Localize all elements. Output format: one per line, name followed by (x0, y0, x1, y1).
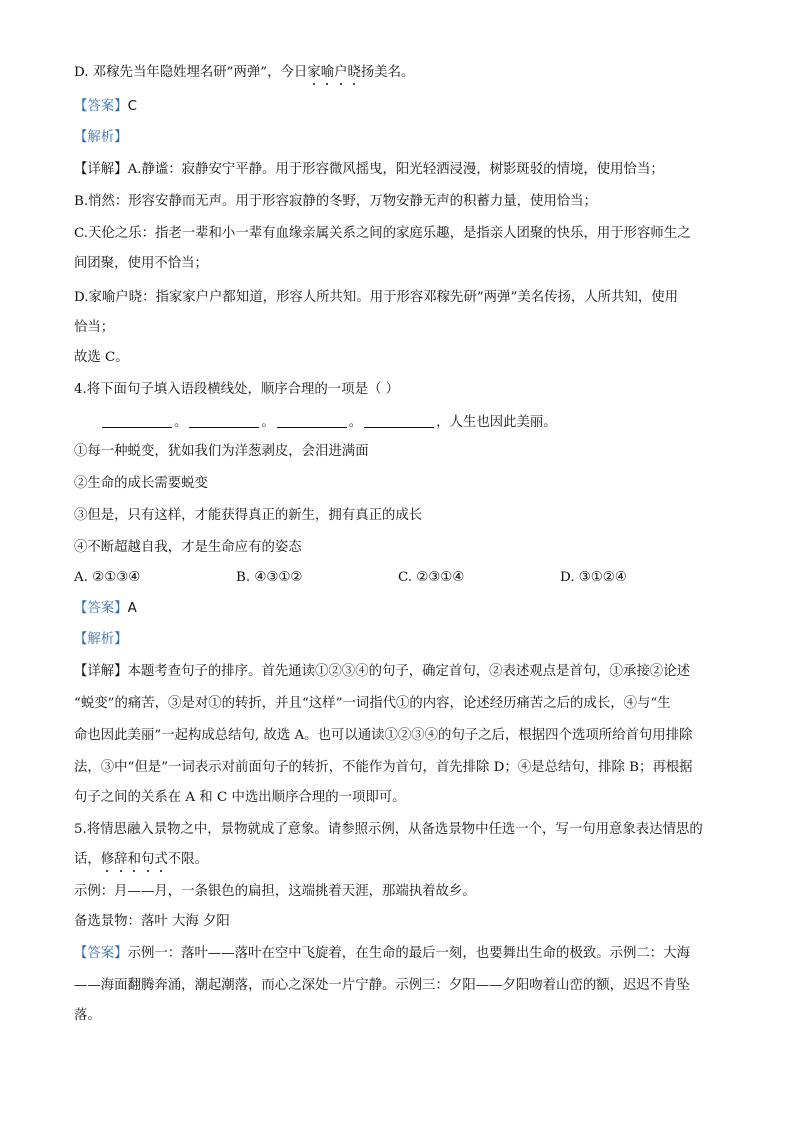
explanation-line-1 (74, 663, 690, 681)
sentence-2: ②生命的成长需要蜕变 (74, 476, 208, 491)
emphasis-char: 喻 (320, 65, 335, 80)
answer-text: ——海面翻腾奔涌，潮起潮落，而心之深处一片宁静。示例三：夕阳——夕阳吻着山峦的额，迟迟不肯坠 (74, 978, 690, 993)
explanation-text: “蜕变”的痛苦，③是对①的转折，并且“这样”一词指代①的内容，论述经历痛苦之后的成长，④与“生 (74, 696, 671, 711)
answer-line-1 (74, 98, 137, 116)
explanation-text: 本题考查句子的排序。首先通读①②③④的句子，确定首句，②表述观点是首句，①承接②论述 (127, 664, 690, 679)
emphasis-char: 户 (334, 65, 348, 80)
detail-tag: 【详解】 (74, 664, 128, 679)
emphasis-char: 家 (307, 65, 321, 80)
option-c: C. ②③①④ (398, 570, 465, 585)
blank-tail: ，人生也因此美丽。 (436, 415, 557, 430)
emphasis-char: 修 (100, 852, 115, 867)
sentence-4: ④不断超越自我，才是生命应有的姿态 (74, 540, 302, 555)
answer-line-3 (74, 945, 690, 963)
question-5: 5.将情思融入景物之中，景物就成了意象。请参照示例，从备选景物中任选一个，写一句用意象表达情思的 (74, 822, 703, 837)
blank (364, 413, 434, 428)
analysis-line-1 (74, 129, 128, 147)
example-text: 示例：月——月，一条银色的扁担，这端挑着天涯，那端执着故乡。 (74, 884, 476, 899)
analysis-tag: 【解析】 (74, 130, 128, 145)
answer-line-2 (74, 600, 137, 618)
detail-text: A.静谧：寂静安宁平静。用于形容微风摇曳，阳光轻洒浸漫，树影斑驳的情境，使用恰当； (127, 162, 664, 177)
emphasis-char: 晓 (347, 65, 361, 80)
option-d-line (74, 64, 414, 82)
blank (277, 413, 347, 428)
sentence-3: ③但是，只有这样，才能获得真正的新生，拥有真正的成长 (74, 508, 423, 523)
analysis-line-2 (74, 631, 128, 649)
option-b: B. ④③①② (236, 570, 303, 585)
detail-text: D.家喻户晓：指家家户户都知道，形容人所共知。用于形容邓稼先研”两弹”美名传扬，人所共知，使用 (74, 290, 678, 305)
detail-line-1 (74, 161, 664, 179)
option-d-tail: 扬美名。 (360, 65, 415, 80)
answer-value: A (127, 601, 137, 616)
answer-tag: 【答案】 (74, 601, 128, 616)
punct: 。 (348, 415, 363, 430)
detail-text: C.天伦之乐：指老一辈和小一辈有血缘亲属关系之间的家庭乐趣，是指亲人团聚的快乐，用于形容师生之 (74, 226, 691, 241)
explanation-text: 句子之间的关系在 A 和 C 中选出顺序合理的一项即可。 (74, 790, 406, 805)
detail-text: 恰当； (74, 320, 115, 335)
answer-value: C (127, 99, 137, 114)
conclusion-text: 故选 C。 (74, 350, 129, 365)
punct: 。 (261, 415, 275, 430)
emphasis-char: 式 (154, 852, 168, 867)
detail-text: B.悄然：形容安静而无声。用于形容寂静的冬野，万物安静无声的积蓄力量，使用恰当； (74, 194, 597, 209)
explanation-text: 命也因此美丽”一起构成总结句, 故选 A。也可以通读①②③④的句子之后，根据四个选项所给首句用排除 (74, 728, 693, 743)
emphasis-char: 句 (140, 852, 155, 867)
analysis-tag: 【解析】 (74, 632, 128, 647)
answer-tag: 【答案】 (74, 946, 128, 961)
q5-tail: 不限。 (167, 852, 208, 867)
option-a: A. ②①③④ (74, 570, 141, 585)
detail-text: 间团聚，使用不恰当； (74, 256, 208, 271)
emphasis-char: 辞 (114, 852, 128, 867)
option-d-text: D. 邓稼先当年隐姓埋名研”两弹”，今日 (74, 65, 308, 80)
option-d: D. ③①②④ (560, 570, 627, 585)
candidate-scenes: 备选景物：落叶 大海 夕阳 (74, 914, 230, 929)
explanation-text: 法，③中“但是”一词表示对前面句子的转折，不能作为首句，首先排除 D；④是总结句，排除 B；再根据 (74, 760, 693, 775)
question-4: 4.将下面句子填入语段横线处，顺序合理的一项是（ ） (74, 382, 400, 397)
fill-blank-line (100, 413, 557, 432)
emphasis-char: 和 (127, 852, 141, 867)
answer-text: 示例一：落叶——落叶在空中飞旋着，在生命的最后一刻，也要舞出生命的极致。示例二：大海 (127, 946, 690, 961)
question-5-cont (74, 851, 208, 869)
blank (102, 413, 172, 428)
blank (189, 413, 259, 428)
answer-tag: 【答案】 (74, 99, 128, 114)
punct: 。 (174, 415, 188, 430)
sentence-1: ①每一种蜕变，犹如我们为洋葱剥皮，会泪进满面 (74, 444, 369, 459)
q5-text: 话， (74, 852, 101, 867)
detail-tag: 【详解】 (74, 162, 128, 177)
answer-text: 落。 (74, 1008, 101, 1023)
